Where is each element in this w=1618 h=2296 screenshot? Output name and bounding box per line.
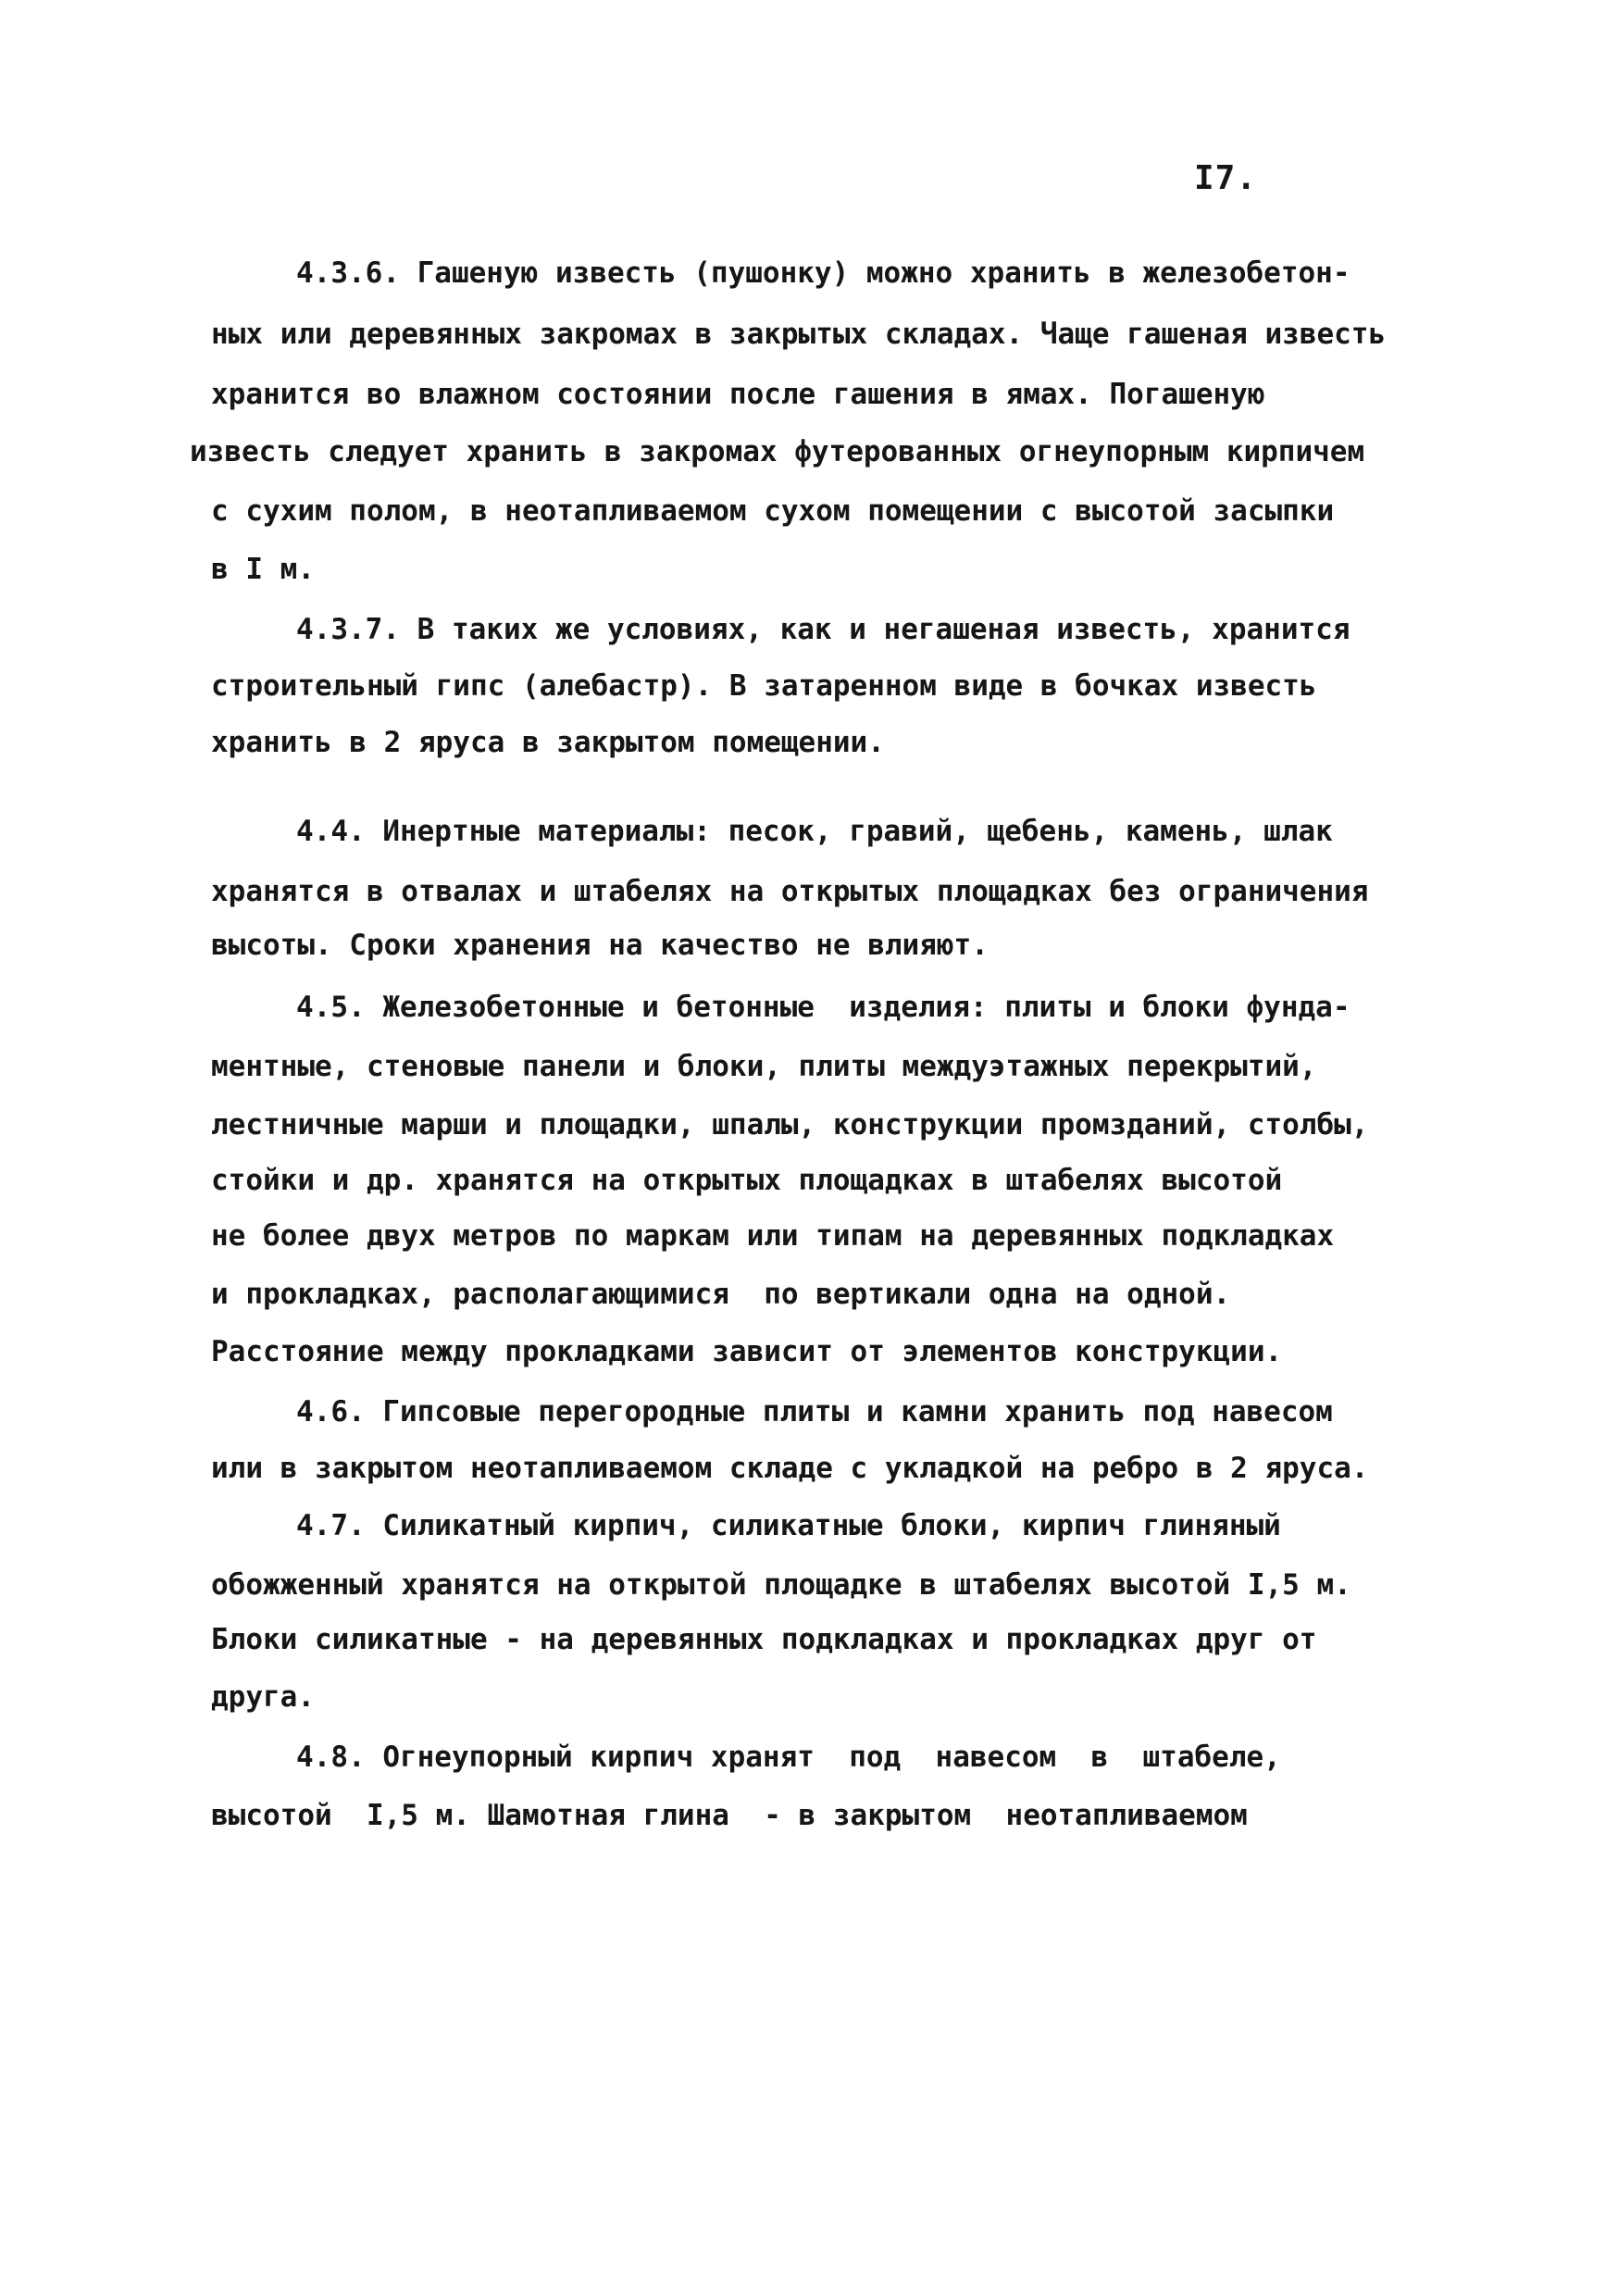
text-line: 4.7. Силикатный кирпич, силикатные блоки, кирпич глиняный [296, 1509, 1281, 1542]
text-line: Расстояние между прокладками зависит от элементов конструкции. [211, 1335, 1283, 1368]
text-line: строительный гипс (алебастр). В затаренном виде в бочках известь [211, 669, 1317, 703]
text-line: 4.3.7. В таких же условиях, как и негашеная известь, хранится [296, 613, 1350, 646]
text-line: высоты. Сроки хранения на качество не влияют. [211, 929, 989, 962]
text-line: 4.3.6. Гашеную известь (пушонку) можно хранить в железобетон- [296, 256, 1350, 290]
text-line: с сухим полом, в неотапливаемом сухом помещении с высотой засыпки [211, 494, 1335, 528]
text-line: хранится во влажном состоянии после гашения в ямах. Погашеную [211, 378, 1265, 411]
text-line: хранятся в отвалах и штабелях на открытых площадках без ограничения [211, 875, 1369, 908]
text-line: Блоки силикатные - на деревянных подкладках и прокладках друг от [211, 1623, 1317, 1656]
text-line: хранить в 2 яруса в закрытом помещении. [211, 726, 885, 759]
text-line: и прокладках, располагающимися по вертикали одна на одной. [211, 1278, 1231, 1311]
text-line: 4.4. Инертные материалы: песок, гравий, щебень, камень, шлак [296, 815, 1333, 848]
text-line: известь следует хранить в закромах футерованных огнеупорным кирпичем [190, 435, 1365, 468]
page-number: I7. [1194, 159, 1258, 197]
text-line: 4.6. Гипсовые перегородные плиты и камни хранить под навесом [296, 1395, 1333, 1429]
text-line: в I м. [211, 553, 315, 586]
text-line: обожженный хранятся на открытой площадке в штабелях высотой I,5 м. [211, 1568, 1351, 1602]
text-line: стойки и др. хранятся на открытых площадках в штабелях высотой [211, 1164, 1283, 1197]
text-line: 4.5. Железобетонные и бетонные изделия: плиты и блоки фунда- [296, 991, 1350, 1024]
text-line: 4.8. Огнеупорный кирпич хранят под навесом в штабеле, [296, 1741, 1281, 1774]
text-line: ментные, стеновые панели и блоки, плиты междуэтажных перекрытий, [211, 1050, 1317, 1083]
text-line: не более двух метров по маркам или типам на деревянных подкладках [211, 1219, 1335, 1253]
text-line: ных или деревянных закромах в закрытых складах. Чаще гашеная известь [211, 318, 1387, 351]
text-line: друга. [211, 1680, 315, 1714]
text-line: лестничные марши и площадки, шпалы, конструкции промзданий, столбы, [211, 1108, 1369, 1142]
text-line: или в закрытом неотапливаемом складе с укладкой на ребро в 2 яруса. [211, 1452, 1369, 1485]
text-line: высотой I,5 м. Шамотная глина - в закрытом неотапливаемом [211, 1799, 1248, 1832]
